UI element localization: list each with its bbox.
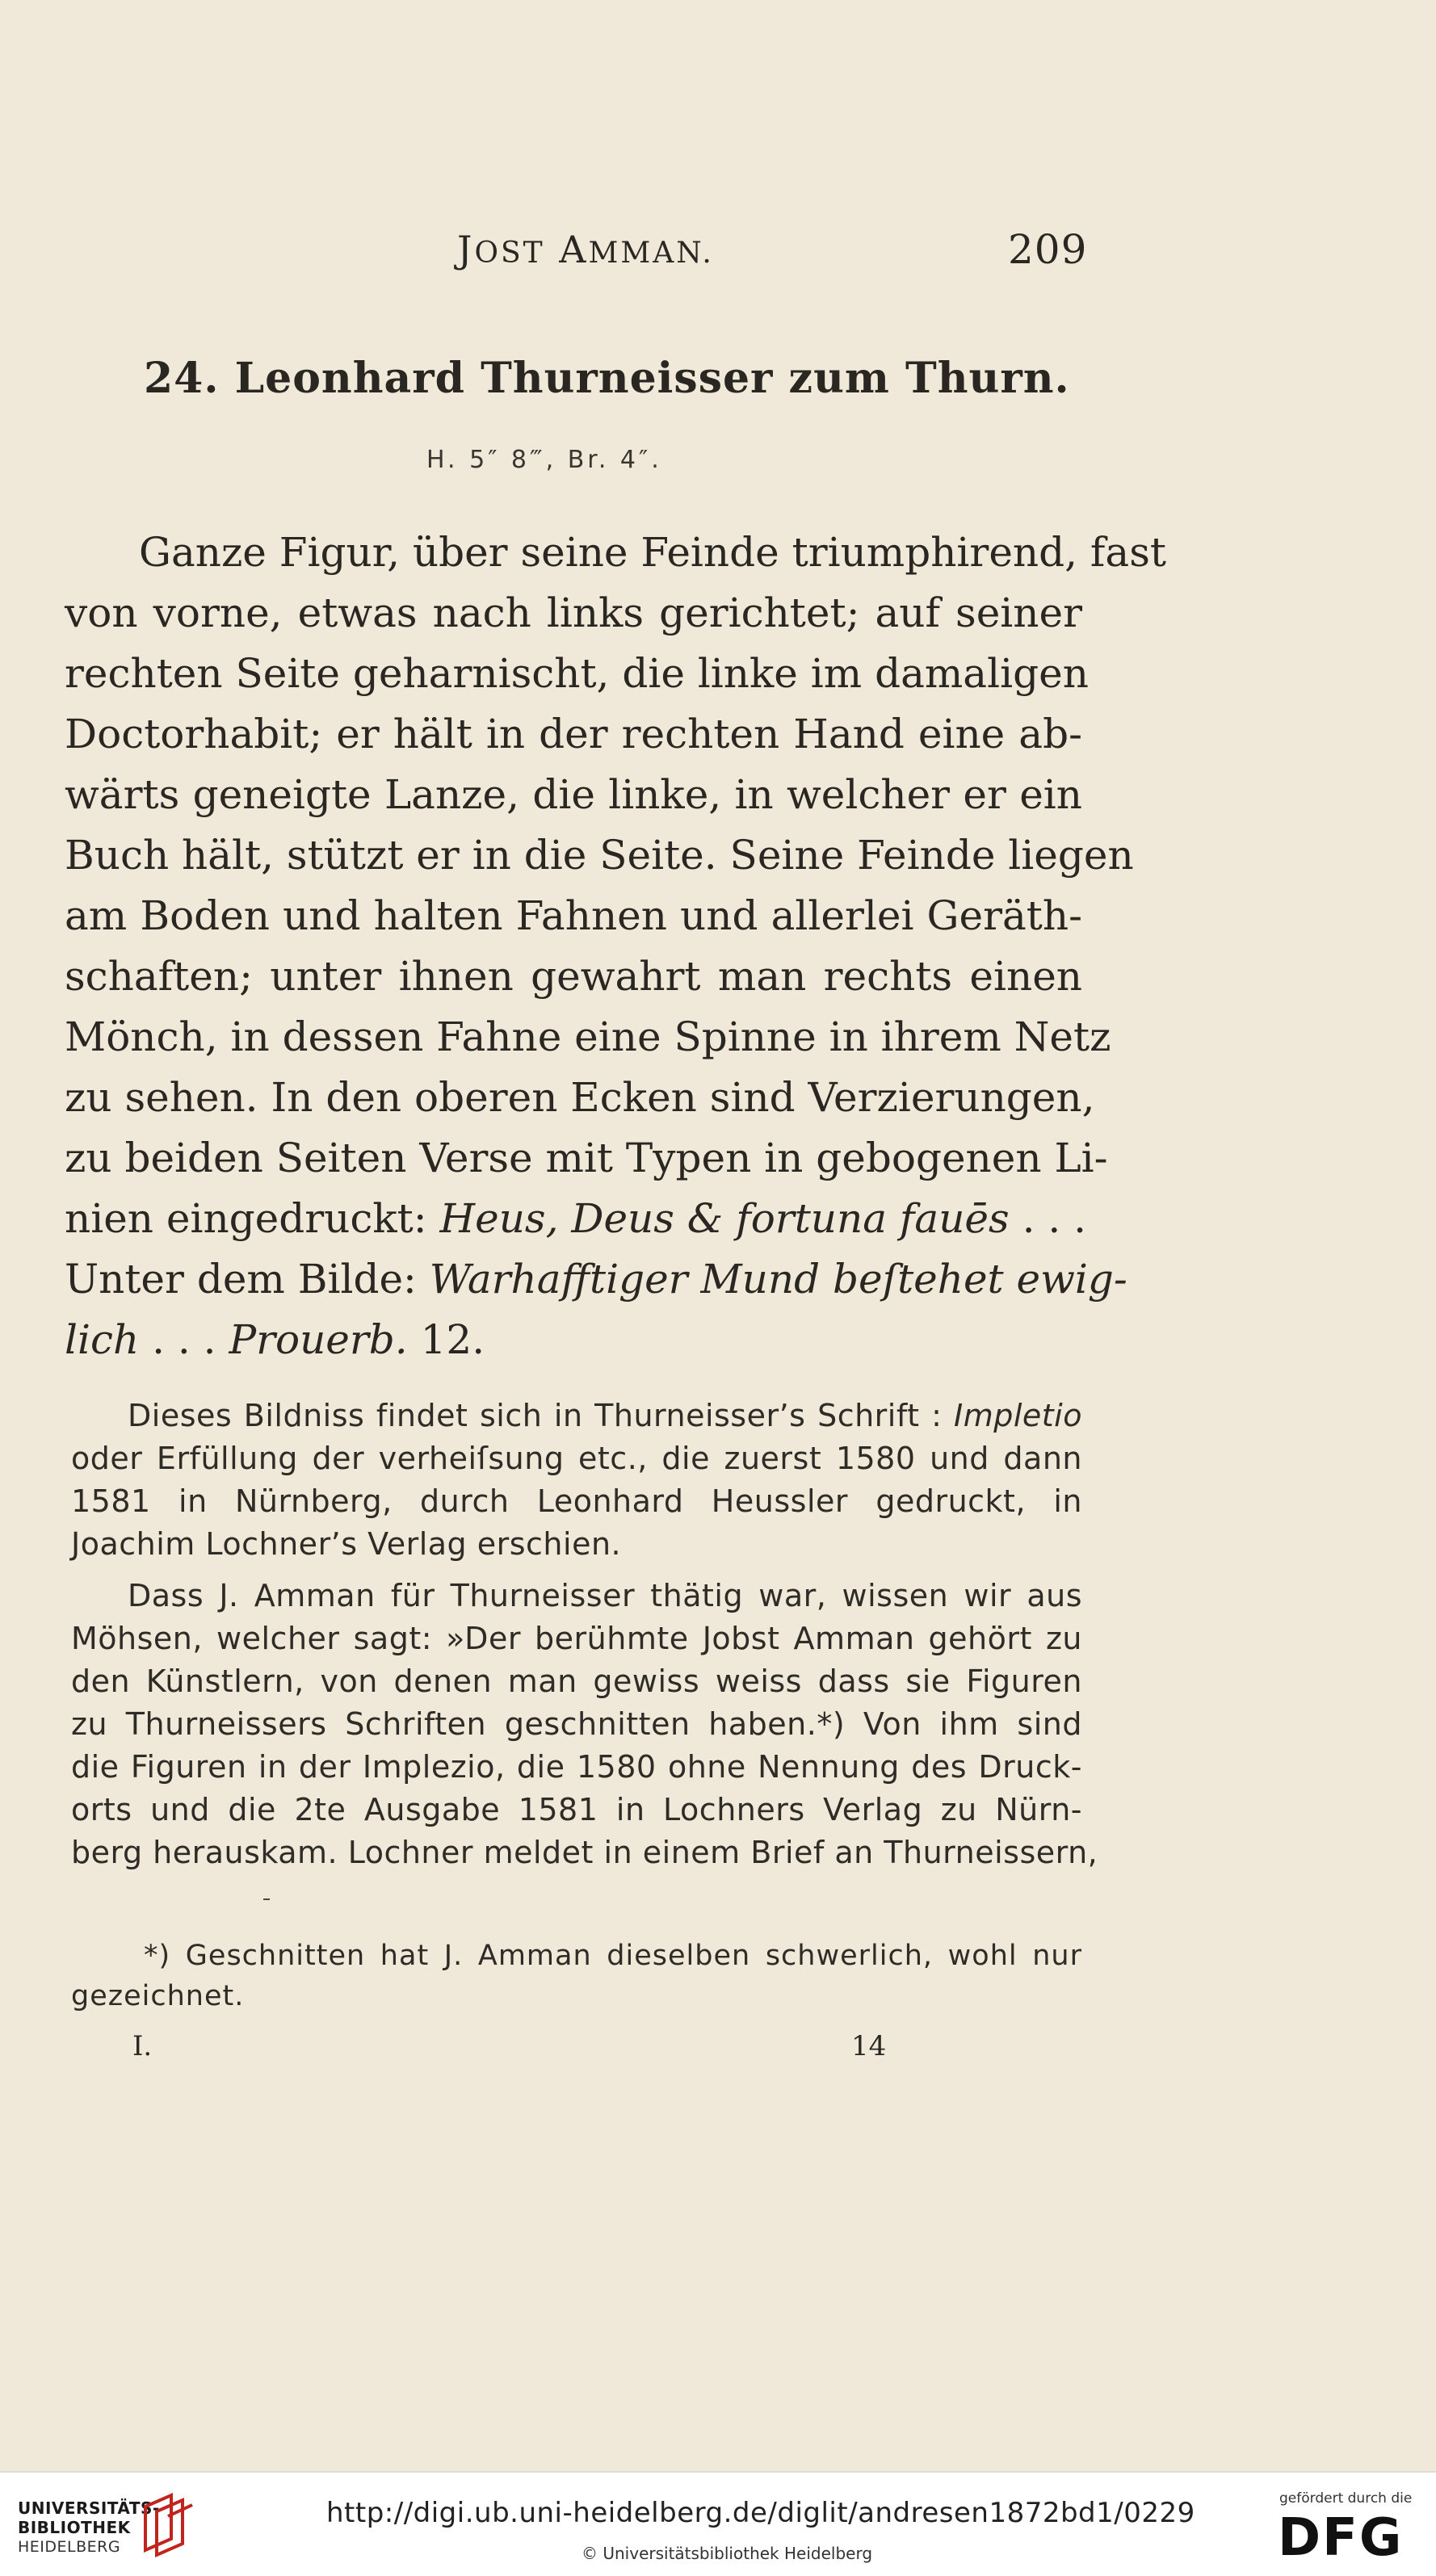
copyright-notice: © Universitätsbibliothek Heidelberg [582, 2544, 873, 2563]
body-line: wärts geneigte Lanze, die linke, in welcher er ein [65, 771, 1082, 818]
body-line: schaften; unter ihnen gewahrt man rechts einen [65, 953, 1082, 1000]
note-line: oder Erfüllung der verheiſsung etc., die zuerst 1580 und dann [71, 1441, 1082, 1476]
note-line: Dass J. Amman für Thurneisser thätig war, wissen wir aus [128, 1578, 1082, 1613]
body-line: Doctorhabit; er hält in der rechten Hand eine ab- [65, 711, 1082, 757]
note-line: berg herauskam. Lochner meldet in einem Brief an Thurneissern, [71, 1835, 1098, 1870]
body-line: Unter dem Bilde: Warhafftiger Mund beſtehet ewig- [65, 1256, 1127, 1303]
body-line: Buch hält, stützt er in die Seite. Seine Feinde liegen [65, 832, 1134, 879]
dfg-logo[interactable]: DFG [1278, 2508, 1404, 2568]
note-line: Möhsen, welcher sagt: »Der berühmte Jobst Amman gehört zu [71, 1621, 1082, 1656]
signature-left: I. [132, 2030, 153, 2062]
body-line: Mönch, in dessen Fahne eine Spinne in ihrem Netz [65, 1013, 1111, 1060]
entry-dimensions: H. 5″ 8‴, Br. 4″. [426, 446, 662, 474]
body-line: zu sehen. In den oberen Ecken sind Verzierungen, [65, 1074, 1095, 1121]
note-line: 1581 in Nürnberg, durch Leonhard Heussler gedruckt, in [71, 1483, 1082, 1519]
page-number: 209 [1008, 226, 1088, 273]
signature-right: 14 [851, 2030, 887, 2062]
footnote-rule [263, 1898, 270, 1900]
body-line: zu beiden Seiten Verse mit Typen in gebogenen Li- [65, 1135, 1108, 1181]
body-line: von vorne, etwas nach links gerichtet; auf seiner [65, 589, 1082, 636]
body-line: lich . . . Prouerb. 12. [65, 1316, 485, 1363]
footnote-line: gezeichnet. [71, 1980, 245, 2012]
funding-caption: gefördert durch die [1279, 2490, 1413, 2507]
footnote-line: *) Geschnitten hat J. Amman dieselben schwerlich, wohl nur [144, 1940, 1082, 1972]
library-logo[interactable]: UNIVERSITÄTS- BIBLIOTHEK HEIDELBERG [18, 2498, 160, 2556]
body-line: am Boden und halten Fahnen und allerlei Geräth- [65, 892, 1082, 939]
footer-bar [0, 2471, 1436, 2576]
permalink-url[interactable]: http://digi.ub.uni-heidelberg.de/diglit/andresen1872bd1/0229 [326, 2497, 1195, 2529]
body-line: Ganze Figur, über seine Feinde triumphirend, fast [139, 529, 1166, 576]
note-line: den Künstlern, von denen man gewiss weiss dass sie Figuren [71, 1663, 1082, 1699]
body-line: rechten Seite geharnischt, die linke im damaligen [65, 650, 1089, 697]
note-line: zu Thurneissers Schriften geschnitten haben.*) Von ihm sind [71, 1706, 1082, 1742]
note-line: Joachim Lochner’s Verlag erschien. [71, 1526, 622, 1562]
library-emblem-icon [139, 2490, 197, 2560]
note-line: orts und die 2te Ausgabe 1581 in Lochners Verlag zu Nürn- [71, 1792, 1082, 1827]
entry-title: 24. Leonhard Thurneisser zum Thurn. [144, 354, 1070, 403]
note-line: Dieses Bildniss findet sich in Thurneisser’s Schrift : Impletio [128, 1398, 1082, 1433]
note-line: die Figuren in der Implezio, die 1580 ohne Nennung des Druck- [71, 1749, 1082, 1785]
body-line: nien eingedruckt: Heus, Deus & fortuna fauēs . . . [65, 1195, 1087, 1242]
running-head-author: JOST AMMAN. [457, 228, 714, 271]
